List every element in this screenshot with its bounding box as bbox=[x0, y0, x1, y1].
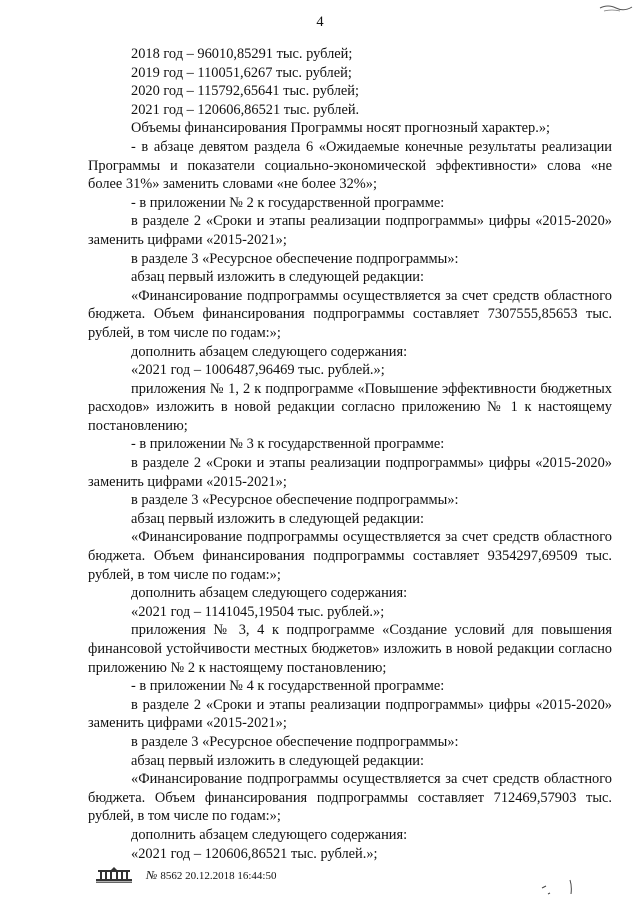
paragraph: 2018 год – 96010,85291 тыс. рублей; bbox=[131, 46, 353, 62]
paragraph: абзац первый изложить в следующей редакции: bbox=[131, 752, 425, 769]
paragraph: 2020 год – 115792,65641 тыс. рублей; bbox=[131, 83, 360, 100]
paragraph: в разделе 3 «Ресурсное обеспечение подпрограммы»: bbox=[131, 733, 459, 750]
paragraph: приложения № 3, 4 к подпрограмме «Создание условий для повышения финансовой устойчивости местных бюджетов» изложить в новой редакции согласно приложению № 2 к настоящему постановлению; bbox=[88, 622, 612, 676]
scan-mark-icon bbox=[598, 2, 634, 14]
number-symbol: № bbox=[146, 867, 158, 882]
paragraph: - в приложении № 4 к государственной программе: bbox=[131, 678, 445, 695]
paragraph: дополнить абзацем следующего содержания: bbox=[131, 343, 408, 360]
paragraph: в разделе 2 «Сроки и этапы реализации подпрограммы» цифры «2015-2020» заменить цифрами «2015-2021»; bbox=[88, 213, 612, 248]
paragraph: в разделе 3 «Ресурсное обеспечение подпрограммы»: bbox=[131, 250, 459, 267]
paragraph: дополнить абзацем следующего содержания: bbox=[131, 826, 408, 843]
paragraph: абзац первый изложить в следующей редакции: bbox=[131, 510, 425, 527]
paragraph: в разделе 3 «Ресурсное обеспечение подпрограммы»: bbox=[131, 492, 459, 509]
document-stamp-text: 8562 20.12.2018 16:44:50 bbox=[160, 869, 277, 882]
government-building-logo-icon bbox=[90, 866, 138, 884]
paragraph: 2019 год – 110051,6267 тыс. рублей; bbox=[131, 64, 352, 81]
paragraph: Объемы финансирования Программы носят прогнозный характер.»; bbox=[131, 120, 551, 137]
paragraph: в разделе 2 «Сроки и этапы реализации подпрограммы» цифры «2015-2020» заменить цифрами «2015-2021»; bbox=[88, 696, 612, 732]
paragraph: в разделе 2 «Сроки и этапы реализации подпрограммы» цифры «2015-2020» заменить цифрами «2015-2021»; bbox=[88, 455, 612, 490]
paragraph: «2021 год – 1141045,19504 тыс. рублей.»; bbox=[131, 603, 385, 620]
handwritten-mark-icon bbox=[540, 870, 590, 898]
paragraph: «Финансирование подпрограммы осуществляется за счет средств областного бюджета. Объем финансирования подпрограммы составляет 7307555,85653 тыс. рублей, в том числе по годам:»; bbox=[88, 287, 612, 341]
document-body bbox=[88, 45, 612, 863]
paragraph: «Финансирование подпрограммы осуществляется за счет средств областного бюджета. Объем финансирования подпрограммы составляет 9354297,69509 тыс. рублей, в том числе по годам:»; bbox=[88, 529, 612, 583]
paragraph: - в абзаце девятом раздела 6 «Ожидаемые конечные результаты реализации Программы и показатели социально-экономической эффективности» слова «не более 31%» заменить словами «не более 32%»; bbox=[88, 138, 612, 193]
paragraph: 2021 год – 120606,86521 тыс. рублей. bbox=[131, 101, 360, 118]
document-footer bbox=[90, 864, 276, 886]
paragraph: дополнить абзацем следующего содержания: bbox=[131, 585, 408, 602]
paragraph: приложения № 1, 2 к подпрограмме «Повышение эффективности бюджетных расходов» изложить в новой редакции согласно приложению № 1 к настоящему постановлению; bbox=[88, 380, 612, 434]
document-stamp bbox=[146, 868, 276, 883]
paragraph: «2021 год – 120606,86521 тыс. рублей.»; bbox=[131, 845, 378, 862]
page-number: 4 bbox=[316, 14, 324, 30]
paragraph: «Финансирование подпрограммы осуществляется за счет средств областного бюджета. Объем финансирования подпрограммы составляет 712469,57903 тыс. рублей, в том числе по годам:»; bbox=[88, 771, 612, 825]
paragraph: «2021 год – 1006487,96469 тыс. рублей.»; bbox=[131, 362, 385, 379]
paragraph: - в приложении № 2 к государственной программе: bbox=[131, 194, 445, 211]
paragraph: - в приложении № 3 к государственной программе: bbox=[131, 436, 445, 453]
paragraph: абзац первый изложить в следующей редакции: bbox=[131, 269, 425, 286]
